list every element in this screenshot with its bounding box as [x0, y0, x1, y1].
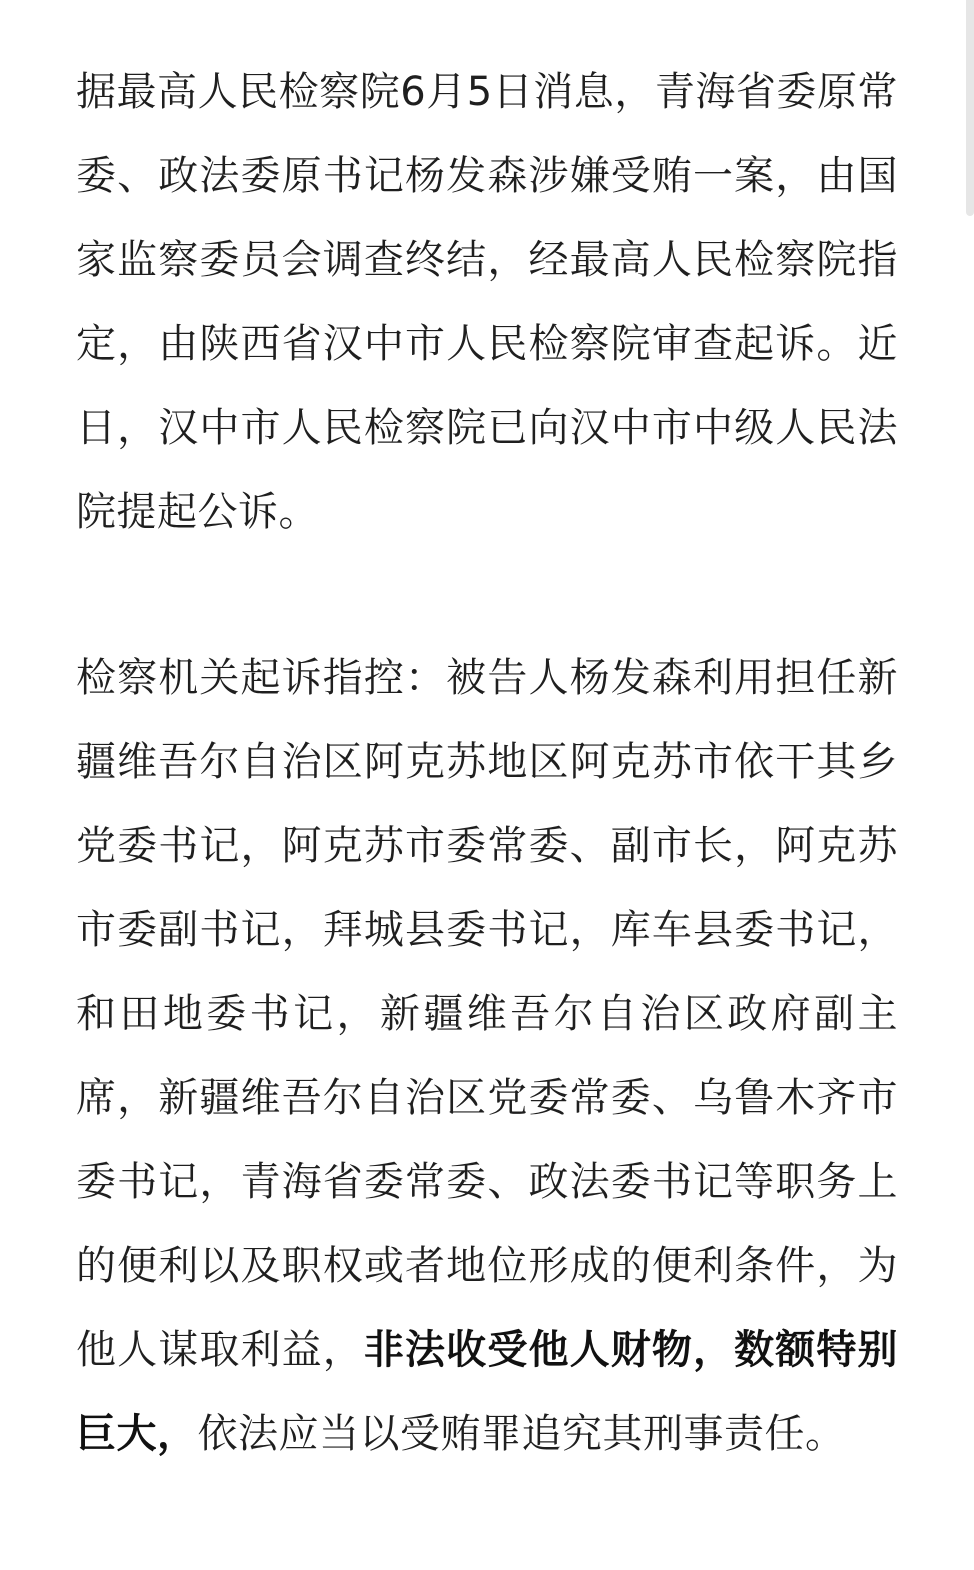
- article-body: [76, 50, 898, 1476]
- indictment-bold-highlight: 非法收受他人财物，数额特别巨大，: [76, 1327, 899, 1457]
- paragraph-news-summary: 据最高人民检察院6月5日消息，青海省委原常委、政法委原书记杨发森涉嫌受贿一案，由国家监察委员会调查终结，经最高人民检察院指定，由陕西省汉中市人民检察院审查起诉。近日，汉中市人民检察院已向汉中市中级人民法院提起公诉。: [76, 69, 898, 535]
- scrollbar[interactable]: [966, 0, 974, 216]
- indictment-text-after: 依法应当以受贿罪追究其刑事责任。: [197, 1411, 846, 1457]
- paragraph-indictment: [76, 636, 898, 1476]
- indictment-text-before: 检察机关起诉指控：被告人杨发森利用担任新疆维吾尔自治区阿克苏地区阿克苏市依干其乡党委书记，阿克苏市委常委、副市长，阿克苏市委副书记，拜城县委书记，库车县委书记，和田地委书记，新疆维吾尔自治区政府副主席，新疆维吾尔自治区党委常委、乌鲁木齐市委书记，青海省委常委、政法委书记等职务上的便利以及职权或者地位形成的便利条件，为他人谋取利益，: [76, 655, 898, 1373]
